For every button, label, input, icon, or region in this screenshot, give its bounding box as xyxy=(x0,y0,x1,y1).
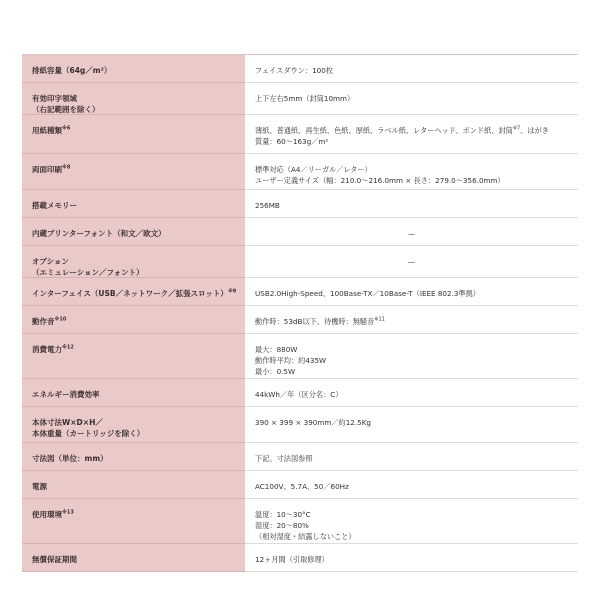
spec-row xyxy=(22,443,578,471)
spec-value-text: 44kWh／年（区分名：C） xyxy=(255,390,343,399)
spec-value xyxy=(245,334,578,378)
spec-value-text: USB2.0High-Speed、100Base-TX／10Base-T（IEEE 802.3準拠） xyxy=(255,289,480,298)
spec-label-text: 内蔵プリンターフォント（和文／欧文） xyxy=(32,229,166,238)
spec-label-text: 搭載メモリー xyxy=(32,201,77,210)
spec-value-text: 温度：10～30°C 湿度：20～80% （相対湿度・結露しないこと） xyxy=(255,510,356,541)
spec-value xyxy=(245,218,578,245)
spec-label-note: ※6 xyxy=(62,125,71,132)
spec-value-text: — xyxy=(407,229,416,238)
spec-label xyxy=(22,407,245,443)
spec-label-note: ※8 xyxy=(62,164,71,171)
spec-label-text: 消費電力 xyxy=(32,345,62,354)
spec-value-text: 薄紙、普通紙、再生紙、色紙、厚紙、ラベル紙、レターヘッド、ボンド紙、封筒 xyxy=(255,126,513,135)
spec-label-text: 本体寸法W×D×H／ 本体重量（カートリッジを除く） xyxy=(32,418,145,438)
spec-label-text: 両面印刷 xyxy=(32,165,62,174)
spec-value-note: ※11 xyxy=(374,316,385,323)
spec-label-note: ※13 xyxy=(62,509,74,516)
spec-label xyxy=(22,115,245,154)
spec-value xyxy=(245,115,578,153)
spec-label xyxy=(22,55,245,83)
spec-label xyxy=(22,154,245,190)
spec-value-text-continued: 、はがき 質量：60～163g／m² xyxy=(255,126,549,146)
spec-value-text: 256MB xyxy=(255,201,280,210)
spec-value-text: 下記、寸法図参照 xyxy=(255,454,313,463)
spec-label xyxy=(22,306,245,334)
spec-row xyxy=(22,55,578,83)
spec-row xyxy=(22,83,578,115)
spec-label-text: 排紙容量（64g／m²） xyxy=(32,66,112,75)
spec-value xyxy=(245,407,578,442)
spec-value xyxy=(245,306,578,333)
spec-label-text: 動作音 xyxy=(32,317,55,326)
spec-value-text: 最大：880W 動作時平均：約435W 最小：0.5W xyxy=(255,345,327,376)
spec-label-text: 使用環境 xyxy=(32,510,62,519)
spec-label xyxy=(22,471,245,499)
spec-value xyxy=(245,278,578,305)
spec-label-note: ※10 xyxy=(54,316,67,323)
spec-label-text: エネルギー消費効率 xyxy=(32,390,100,399)
spec-label xyxy=(22,544,245,572)
spec-value xyxy=(245,246,578,277)
spec-label-note: ※12 xyxy=(62,344,74,351)
spec-value xyxy=(245,544,578,571)
spec-row xyxy=(22,334,578,379)
spec-row xyxy=(22,306,578,334)
spec-table xyxy=(22,54,578,572)
spec-value-text: 390 × 399 × 390mm／約12.5Kg xyxy=(255,418,371,427)
spec-row xyxy=(22,218,578,246)
spec-label-note: ※9 xyxy=(227,288,237,295)
spec-value-note: ※7 xyxy=(512,125,521,132)
spec-value xyxy=(245,190,578,217)
spec-row xyxy=(22,379,578,407)
spec-label xyxy=(22,443,245,471)
spec-label-text: 無償保証期間 xyxy=(32,555,77,564)
spec-row xyxy=(22,154,578,190)
spec-value-text: AC100V、5.7A、50／60Hz xyxy=(255,482,349,491)
spec-label-text: 用紙種類 xyxy=(32,126,62,135)
spec-row xyxy=(22,544,578,572)
spec-label xyxy=(22,83,245,115)
spec-value xyxy=(245,83,578,114)
spec-value-text: — xyxy=(407,257,416,266)
spec-value xyxy=(245,55,578,82)
spec-value xyxy=(245,443,578,470)
spec-value-text: フェイスダウン：100枚 xyxy=(255,66,333,75)
spec-value-text: 上下左右5mm（封筒10mm） xyxy=(255,94,355,103)
spec-label-text: 有効印字領域 （右記範囲を除く） xyxy=(32,94,100,114)
spec-label xyxy=(22,246,245,278)
spec-label xyxy=(22,499,245,544)
spec-row xyxy=(22,246,578,278)
spec-label-text: オプション （エミュレーション／フォント） xyxy=(32,257,144,277)
spec-row xyxy=(22,499,578,544)
spec-row xyxy=(22,115,578,154)
spec-label xyxy=(22,218,245,246)
spec-label-text: インターフェイス（USB／ネットワーク／拡張スロット） xyxy=(32,289,228,298)
spec-value-text: 標準対応（A4／リーガル／レター） ユーザー定義サイズ（幅：210.0～216.0mm × 長さ：279.0～356.0mm） xyxy=(255,165,505,185)
spec-row xyxy=(22,407,578,443)
spec-label-text: 電源 xyxy=(32,482,47,491)
spec-value-text: 12ヶ月間（引取修理） xyxy=(255,555,329,564)
spec-value xyxy=(245,379,578,406)
spec-value xyxy=(245,154,578,189)
spec-label xyxy=(22,334,245,379)
spec-row xyxy=(22,190,578,218)
spec-row xyxy=(22,471,578,499)
spec-label xyxy=(22,379,245,407)
spec-label-text: 寸法図（単位：mm） xyxy=(32,454,108,463)
spec-row xyxy=(22,278,578,306)
spec-value xyxy=(245,499,578,543)
spec-label xyxy=(22,190,245,218)
spec-value-text: 動作時：53dB以下、待機時：無騒音 xyxy=(255,317,375,326)
spec-label xyxy=(22,278,245,306)
spec-value xyxy=(245,471,578,498)
